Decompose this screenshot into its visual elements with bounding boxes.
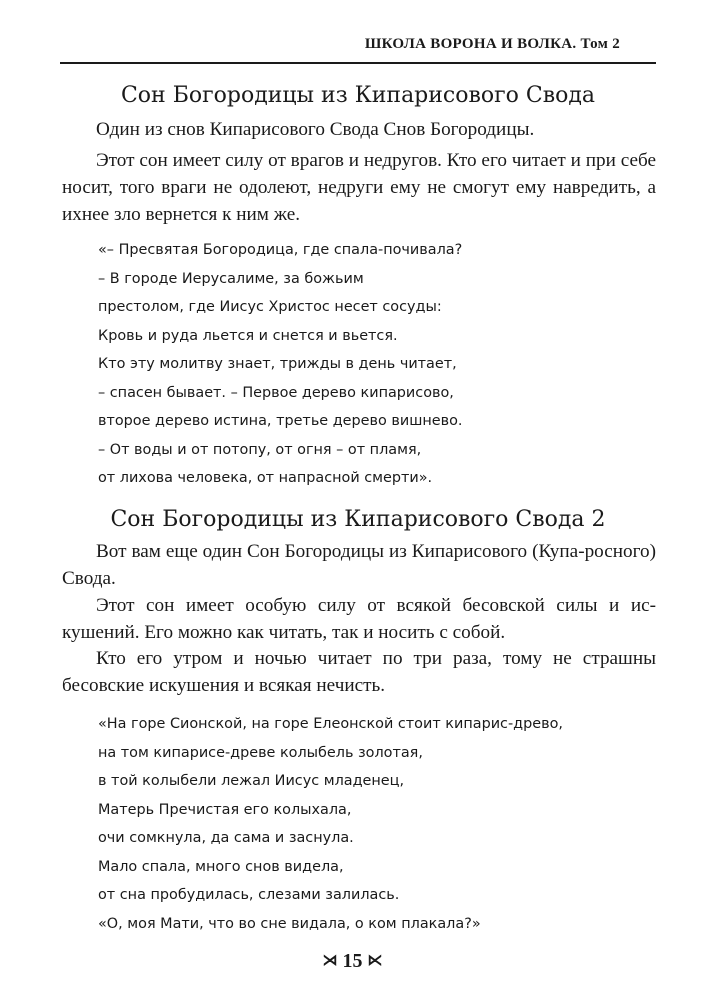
- verse-line: от лихова человека, от напрасной смерти».: [98, 470, 433, 486]
- header-rule: [60, 62, 656, 64]
- verse-line: от сна пробудилась, слезами залилась.: [98, 887, 400, 903]
- section2-paragraph-3: Кто его утром и ночью читает по три раза, тому не страшны бесовские искушения и всякая нечисть.: [62, 648, 656, 696]
- page-number-footer: [0, 950, 705, 973]
- verse-line: в той колыбели лежал Иисус младенец,: [98, 773, 405, 789]
- verse-line: очи сомкнула, да сама и заснула.: [98, 830, 354, 846]
- verse-line: «– Пресвятая Богородица, где спала-почивала?: [98, 242, 463, 258]
- section1-paragraph-1: Один из снов Кипарисового Свода Снов Богородицы.: [96, 119, 535, 140]
- verse-line: Кто эту молитву знает, трижды в день читает,: [98, 356, 457, 372]
- section2-prayer-verse: [98, 710, 658, 938]
- verse-line: – спасен бывает. – Первое дерево кипарисово,: [98, 384, 454, 401]
- section2-paragraph-2: Этот сон имеет особую силу от всякой бесовской силы и ис-кушений. Его можно как читать, так и носить с собой.: [62, 595, 656, 643]
- verse-line: второе дерево истина, третье дерево вишнево.: [98, 413, 463, 429]
- verse-line: – От воды и от потопу, от огня – от пламя,: [98, 441, 422, 458]
- verse-line: Мало спала, много снов видела,: [98, 858, 344, 875]
- verse-line: «О, моя Мати, что во сне видала, о ком плакала?»: [98, 915, 481, 932]
- running-head: ШКОЛА ВОРОНА И ВОЛКА. Том 2: [364, 36, 620, 52]
- verse-line: на том кипарисе-древе колыбель золотая,: [98, 744, 423, 761]
- page-number: 15: [342, 950, 363, 972]
- verse-line: Матерь Пречистая его колыхала,: [98, 801, 352, 818]
- left-ornament-icon: ⋊: [322, 953, 338, 969]
- verse-line: престолом, где Иисус Христос несет сосуды:: [98, 299, 442, 315]
- section2-paragraph-1: Вот вам еще один Сон Богородицы из Кипарисового (Купа-росного) Свода.: [62, 541, 656, 589]
- verse-line: «На горе Сионской, на горе Елеонской стоит кипарис-древо,: [98, 716, 563, 732]
- right-ornament-icon: ⋉: [367, 953, 383, 969]
- section1-prayer-verse: [98, 236, 658, 493]
- section1-paragraph-2: Этот сон имеет силу от врагов и недругов. Кто его читает и при себе носит, того враги не одолеют, недруги ему не смогут ему навредить, а ихнее зло вернется к ним же.: [62, 150, 656, 225]
- verse-line: Кровь и руда льется и снется и вьется.: [98, 327, 398, 344]
- verse-line: – В городе Иерусалиме, за божьим: [98, 270, 364, 287]
- section-title-1: Сон Богородицы из Кипарисового Свода: [120, 83, 596, 108]
- section-title-2: Сон Богородицы из Кипарисового Свода 2: [110, 507, 606, 532]
